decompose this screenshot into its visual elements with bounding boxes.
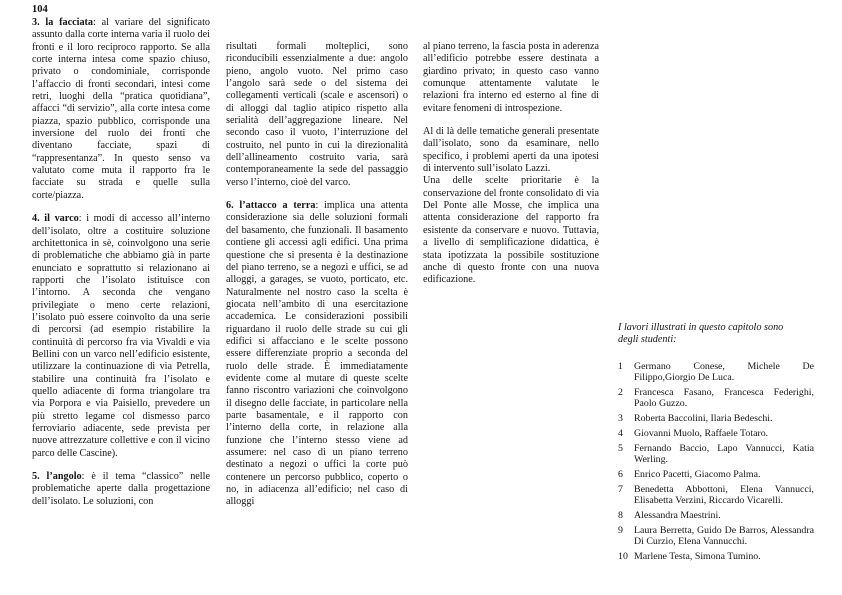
credit-number: 10: [618, 550, 628, 562]
credit-item: [618, 413, 814, 424]
paragraph-facciata: [32, 17, 210, 202]
credit-item: [618, 387, 814, 410]
paragraph-attacco-continued: al piano terreno, la fascia posta in aderenza all’edificio potrebbe essere destinata a giardino privato; in questo caso vanno comunque attentamente valutate le relazioni fra interno ed esterno al fine di evitare fenomeni di introspezione.: [423, 41, 599, 114]
paragraph-angolo-continued: risultati formali molteplici, sono riconducibili essenzialmente a due: angolo pieno, angolo vuoto. Nel primo caso l’angolo sarà sede o del sistema dei collegamenti verticali (scale e ascensori) o di alloggi dal taglio atipico rispetto alla serialità dell’aggregazione lineare. Nel secondo caso il vuoto, l’interruzione del costruito, nel punto in cui la direzionalità dell’allineamento costruito varia, sarà contemporaneamente la sede del passaggio verso l’interno, cioè del varco.: [226, 41, 408, 188]
credit-number: 7: [618, 483, 623, 495]
credit-names: Giovanni Muolo, Raffaele Totaro.: [634, 427, 769, 439]
credit-number: 2: [618, 387, 623, 399]
credit-item: [618, 551, 814, 562]
credit-number: 5: [618, 442, 623, 454]
credit-number: 6: [618, 468, 623, 480]
credits-title: I lavori illustrati in questo capitolo sono degli studenti:: [618, 322, 784, 346]
heading-varco: 4. il varco: [32, 213, 79, 225]
text-column-3: [423, 41, 599, 287]
credit-item: [618, 428, 814, 439]
page-number: 104: [32, 4, 48, 15]
text-column-2: [226, 41, 408, 509]
paragraph-angolo: [32, 471, 210, 508]
paragraph-scelte-prioritarie: Una delle scelte prioritarie è la conservazione del fronte consolidato di via Del Ponte alle Mosse, che implica una attenta considerazione del rapporto fra esistente da conservare e nuovo. Tuttavia, a livello di semplificazione didattica, è stata ipotizzata la possibile sostituzione anche di questo fronte con una nuova edificazione.: [423, 175, 599, 286]
credit-item: [618, 525, 814, 548]
text-column-1: [32, 17, 210, 508]
credit-item: [618, 469, 814, 480]
paragraph-text: : è il tema “classico” nelle problematiche aperte dalla progettazione dell’isolato. Le soluzioni, con: [32, 471, 210, 507]
credit-number: 3: [618, 413, 623, 425]
paragraph-text: : implica una attenta considerazione sia delle soluzioni formali del basamento, che funzionali. Il basamento contiene gli accessi agli edifici. Una prima questione che si presenta è la destinazione del piano terreno, se a negozi e uffici, se ad alloggi, a garages, se vuoto, porticato, etc. Naturalmente nel nostro caso la scelta è giocata nell’ambito di una esercitazione accademica. Le considerazioni possibili riguardano il ruolo delle strade su cui gli edifici si affacciano e le scelte possono essere differenziate proprio a seconda del ruolo delle strade. È immediatamente evidente come al mutare di queste scelte fanno riscontro variazioni che coinvolgono il disegno delle facciate, in particolare nella parte basamentale, e il rapporto con l’interno della corte, in relazione alla funzione che l’interno stesso viene ad assumere: nel caso di un piano terreno destinato a negozi o uffici la corte può contenere un percorso pubblico, coperto o no, in adiacenza all’edificio; nel caso di alloggi: [226, 200, 408, 508]
credit-item: [618, 361, 814, 384]
credit-names: Alessandra Maestrini.: [634, 509, 721, 521]
credit-item: [618, 510, 814, 521]
credit-number: 1: [618, 361, 623, 372]
paragraph-text: : al variare del significato assunto dalla corte interna varia il ruolo dei fronti e il loro reciproco rapporto. Se alla corte interna intesa come spazio chiuso, privato o condominiale, corrisponde l’affaccio di fronti secondari, intesi come retri, luoghi della “pratica quotidiana”, affacci “di servizio”, alla corte intesa come piazza, spazio pubblico, corrisponde una inversione del ruolo dei fronti che diventano facciate, spazi di “rappresentanza”. In questo senso va valutato come muta il rapporto fra le facciate su strada e quelle sulla corte/piazza.: [32, 17, 210, 201]
heading-facciata: 3. la facciata: [32, 17, 94, 28]
credit-names: Marlene Testa, Simona Tumino.: [634, 550, 761, 562]
credit-names: Germano Conese, Michele De Filippo,Giorgio De Luca.: [634, 361, 814, 384]
paragraph-varco: [32, 213, 210, 460]
credit-names: Francesca Fasano, Francesca Federighi, Paolo Guzzo.: [634, 387, 814, 410]
credit-names: Enrico Pacetti, Giacomo Palma.: [634, 468, 761, 480]
credit-names: Laura Berretta, Guido De Barros, Alessandra Di Curzio, Elena Vannucchi.: [634, 524, 814, 547]
credit-number: 9: [618, 524, 623, 536]
credit-item: [618, 443, 814, 466]
credit-number: 8: [618, 509, 623, 521]
credits-list: [618, 361, 814, 565]
heading-attacco-a-terra: 6. l’attacco a terra: [226, 200, 316, 212]
credit-item: [618, 484, 814, 507]
paragraph-isolato-lazzi: Al di là delle tematiche generali presentate dall’isolato, sono da esaminare, nello specifico, i problemi aperti da una ipotesi di intervento sull’isolato Lazzi.: [423, 126, 599, 175]
paragraph-attacco-a-terra: [226, 200, 408, 509]
credit-names: Fernando Baccio, Lapo Vannucci, Katia Werling.: [634, 442, 814, 466]
paragraph-text: : i modi di accesso all’interno dell’isolato, oltre a costituire soluzione architettonica in sè, coinvolgono una serie di problematiche che abbiamo già in parte enunciato e soprattutto si relazionano ai rapporti che l’isolato istituisce con l’intorno. A seconda che vengano privilegiate o meno certe relazioni, l’isolato può essere coinvolto da una serie di percorsi (ad esempio ristabilire la continuità di percorso fra via Vivaldi e via Bellini con un varco nell’edificio esistente, utilizzare la continuazione di via Petrella, stabilire una continuità fra l’isolato e quello adiacente di forma triangolare tra via Porpora e via Paisiello, prevedere un più stretto legame col dismesso parco ferroviario adiacente, sede prevista per nuove attrezzature collettive e con il vicino parco delle Cascine).: [32, 213, 210, 459]
credit-names: Roberta Baccolini, Ilaria Bedeschi.: [634, 413, 773, 425]
credit-names: Benedetta Abbottoni, Elena Vannucci, Elisabetta Verzini, Riccardo Vicarelli.: [634, 483, 814, 506]
heading-angolo: 5. l’angolo: [32, 471, 82, 483]
credit-number: 4: [618, 427, 623, 439]
